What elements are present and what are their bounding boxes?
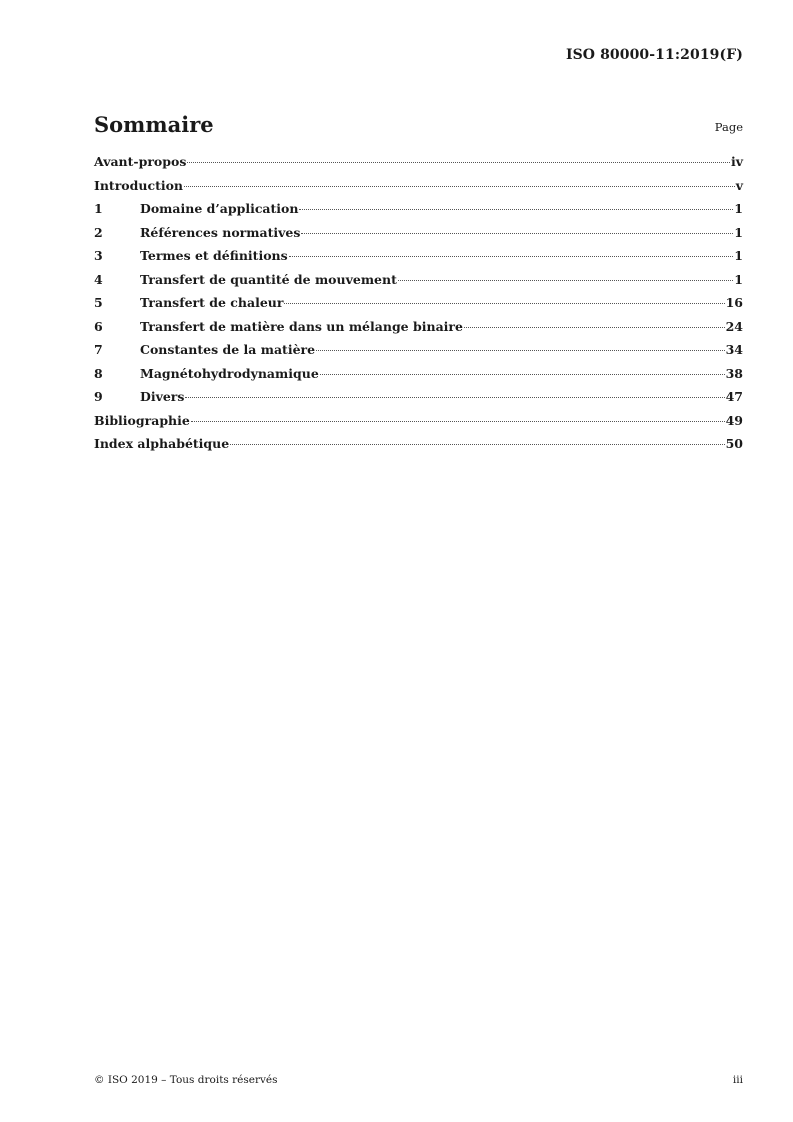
toc-header	[94, 112, 743, 142]
dot-leader	[230, 444, 724, 445]
toc-entry-index-alphabetique[interactable]	[94, 436, 743, 460]
page-column-label: Page	[714, 120, 743, 134]
toc-entry-label: Domaine d’application	[140, 201, 299, 216]
toc-entry-label: Introduction	[94, 177, 184, 193]
toc-entry-page: 50	[725, 436, 743, 451]
dot-leader	[191, 421, 725, 422]
toc-entry-label: Constantes de la matière	[140, 342, 316, 357]
dot-leader	[301, 233, 733, 234]
toc-entry-number: 2	[94, 224, 103, 240]
toc-entry-number: 3	[94, 248, 103, 263]
toc-entry-constantes-matiere[interactable]	[94, 342, 743, 366]
dot-leader	[284, 303, 724, 304]
toc-entry-label: Index alphabétique	[94, 436, 230, 451]
toc-entry-divers[interactable]	[94, 389, 743, 413]
toc-entry-transfert-chaleur[interactable]	[94, 295, 743, 319]
toc-entry-page: 16	[725, 295, 743, 310]
toc-entry-number: 8	[94, 365, 103, 381]
dot-leader	[185, 397, 724, 398]
toc-entry-number: 5	[94, 295, 103, 310]
toc-entry-avant-propos[interactable]	[94, 154, 743, 178]
toc-entry-page: 1	[734, 224, 743, 240]
dot-leader	[187, 162, 730, 163]
toc-list	[94, 154, 743, 460]
footer-page-number: iii	[732, 1074, 743, 1086]
toc-entry-label: Magnétohydrodynamique	[140, 365, 319, 381]
toc-entry-number: 4	[94, 271, 103, 287]
toc-entry-page: iv	[730, 154, 743, 169]
dot-leader	[464, 327, 725, 328]
toc-entry-page: 34	[725, 342, 743, 357]
toc-entry-page: 1	[734, 248, 743, 263]
toc-entry-number: 1	[94, 201, 103, 216]
dot-leader	[184, 186, 735, 187]
toc-entry-label: Transfert de chaleur	[140, 295, 284, 310]
toc-entry-label: Divers	[140, 389, 185, 404]
toc-entry-transfert-matiere[interactable]	[94, 319, 743, 343]
toc-entry-page: 1	[734, 271, 743, 287]
toc-entry-references-normatives[interactable]	[94, 225, 743, 249]
dot-leader	[320, 374, 725, 375]
toc-entry-introduction[interactable]	[94, 178, 743, 202]
toc-entry-number: 9	[94, 389, 103, 404]
toc-entry-termes-definitions[interactable]	[94, 248, 743, 272]
toc-entry-bibliographie[interactable]	[94, 413, 743, 437]
toc-entry-label: Bibliographie	[94, 412, 190, 428]
toc-entry-domaine-application[interactable]	[94, 201, 743, 225]
toc-entry-magnetohydrodynamique[interactable]	[94, 366, 743, 390]
toc-entry-page: 24	[725, 318, 743, 334]
toc-entry-page: 47	[725, 389, 743, 404]
footer-copyright: © ISO 2019 – Tous droits réservés	[94, 1074, 278, 1086]
toc-entry-label: Avant-propos	[94, 154, 187, 169]
toc-entry-label: Termes et définitions	[140, 248, 288, 263]
toc-entry-page: 49	[725, 412, 743, 428]
toc-title: Sommaire	[94, 112, 214, 137]
toc-entry-page: 1	[734, 201, 743, 216]
toc-entry-page: v	[735, 177, 743, 193]
toc-entry-page: 38	[725, 365, 743, 381]
toc-entry-number: 6	[94, 318, 103, 334]
dot-leader	[316, 350, 725, 351]
dot-leader	[398, 280, 733, 281]
toc-entry-number: 7	[94, 342, 103, 357]
toc-entry-transfert-quantite-mouvement[interactable]	[94, 272, 743, 296]
toc-entry-label: Transfert de quantité de mouvement	[140, 271, 397, 287]
dot-leader	[299, 209, 733, 210]
document-reference: ISO 80000-11:2019(F)	[565, 47, 743, 63]
dot-leader	[289, 256, 734, 257]
toc-entry-label: Références normatives	[140, 224, 301, 240]
toc-entry-label: Transfert de matière dans un mélange binaire	[140, 318, 463, 334]
